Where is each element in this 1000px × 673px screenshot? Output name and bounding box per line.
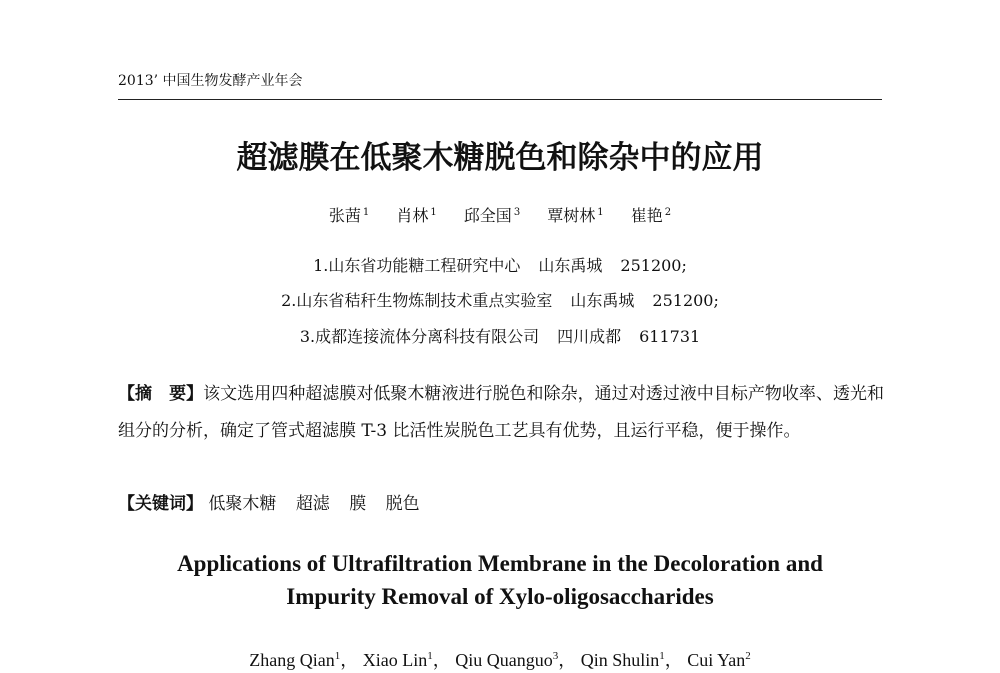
english-author-list — [0, 644, 1000, 672]
paper-title: 超滤膜在低聚木糖脱色和除杂中的应用 — [236, 140, 764, 176]
author: 邱全国 $^3$ — [463, 206, 521, 225]
english-author: Zhang Qian$^1$， — [249, 650, 359, 670]
english-title-line-1: Applications of Ultrafiltration Membrane in the Decoloration and — [177, 551, 823, 576]
abstract-text: 该文选用四种超滤膜对低聚木糖液进行脱色和除杂，通过对透过液中目标产物收率、透光和组分的分析，确定了管式超滤膜 T-3 比活性炭脱色工艺具有优势，且运行平稳，便于操作。 — [118, 384, 885, 441]
affiliation-3: 3.成都连接流体分离科技有限公司 四川成都 611731 — [299, 327, 701, 346]
abstract — [118, 376, 884, 450]
english-author: Qiu Quanguo$^3$， — [455, 650, 577, 670]
english-author: Xiao Lin$^1$， — [362, 650, 451, 670]
english-title — [0, 547, 1000, 613]
keyword: 脱色 — [385, 494, 420, 514]
keyword: 膜 — [349, 494, 367, 514]
english-author: Qin Shulin$^1$， — [580, 650, 683, 670]
author-list — [0, 202, 1000, 227]
affiliation-2: 2.山东省秸秆生物炼制技术重点实验室 山东禹城 251200; — [281, 291, 719, 310]
english-author: Cui Yan$^2$ — [687, 650, 751, 670]
affiliation-1: 1.山东省功能糖工程研究中心 山东禹城 251200; — [313, 256, 687, 275]
keyword: 超滤 — [295, 494, 330, 514]
author: 肖林 $^1$ — [396, 206, 437, 225]
author: 覃树林 $^1$ — [547, 206, 604, 225]
keywords — [118, 489, 884, 519]
keyword: 低聚木糖 — [208, 494, 277, 514]
running-header: 2013’ 中国生物发酵产业年会 — [118, 73, 303, 89]
author: 崔艳 $^2$ — [630, 206, 672, 225]
keywords-label: 【关键词】 — [118, 494, 203, 514]
author: 张茜 $^1$ — [328, 206, 370, 225]
abstract-label: 【摘 要】 — [118, 384, 204, 404]
header-rule — [118, 99, 882, 100]
english-title-line-2: Impurity Removal of Xylo-oligosaccharides — [286, 584, 714, 609]
